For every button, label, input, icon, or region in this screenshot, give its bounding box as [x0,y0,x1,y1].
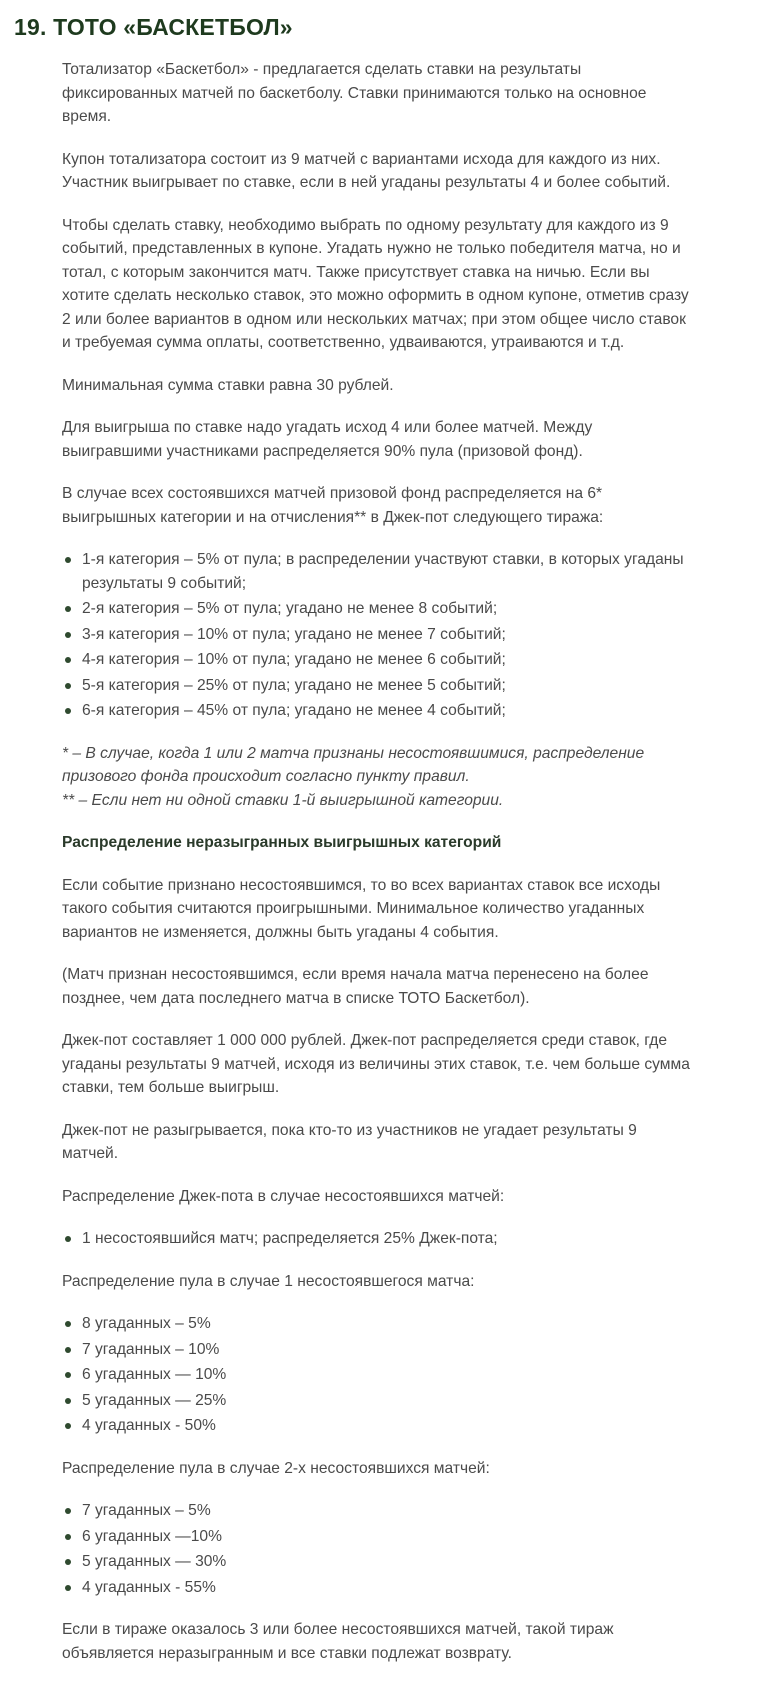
bullet-icon [65,657,71,663]
list-item [62,623,692,647]
rules-content [62,58,692,1684]
list-item-text: 4 угаданных - 50% [82,1417,216,1434]
list-item-text: 6-я категория – 45% от пула; угадано не менее 4 событий; [82,702,506,719]
bullet-icon [65,1398,71,1404]
paragraph-how-to-bet: Чтобы сделать ставку, необходимо выбрать по одному результату для каждого из 9 событий, представленных в купоне. Угадать нужно не только победителя матча, но и тотал, с которым закончится матч. Также присутствует ставка на ничью. Если вы хотите сделать несколько ставок, это можно оформить в одном купоне, отметив сразу 2 или более вариантов в одном или нескольких матчах; при этом общее число ставок и требуемая сумма оплаты, соответственно, удваиваются, утраиваются и т.д. [62,216,689,351]
list-item [62,1227,692,1251]
list-item [62,1389,692,1413]
paragraph-jackpot-distribution: Распределение Джек-пота в случае несостоявшихся матчей: [62,1187,505,1205]
list-item-text: 7 угаданных – 10% [82,1340,220,1358]
pool-1-heading: Распределение пула в случае 1 несостоявшегося матча: [62,1272,475,1290]
bullet-icon [65,683,71,689]
footnote-2: ** – Если нет ни одной ставки 1-й выигрышной категории. [62,791,504,809]
list-item [62,1525,692,1549]
list-item-text: 7 угаданных – 5% [82,1502,211,1519]
list-item [62,1499,692,1523]
bullet-icon [65,1559,71,1565]
footnotes [62,742,692,813]
pool-1-list [62,1312,692,1438]
bullet-icon [65,1585,71,1591]
page-title: 19. ТОТО «БАСКЕТБОЛ» [14,14,293,40]
list-item-text: 1 несостоявшийся матч; распределяется 25% Джек-пота; [82,1230,498,1247]
paragraph-jackpot: Джек-пот составляет 1 000 000 рублей. Джек-пот распределяется среди ставок, где угаданы результаты 9 матчей, исходя из величины этих ставок, т.е. чем больше сумма ставки, тем больше выигрыш. [62,1032,690,1096]
list-item-text: 6 угаданных — 10% [82,1366,227,1383]
paragraph-cancelled-definition: (Матч признан несостоявшимся, если время начала матча перенесено на более позднее, чем дата последнего матча в списке ТОТО Баскетбол). [62,966,649,1007]
bullet-icon [65,1321,71,1327]
paragraph-intro: Тотализатор «Баскетбол» - предлагается сделать ставки на результаты фиксированных матчей по баскетболу. Ставки принимаются только на основное время. [62,61,647,125]
list-item [62,648,692,672]
list-item [62,1338,692,1362]
bullet-icon [65,557,71,563]
list-item-text: 1-я категория – 5% от пула; в распределении участвуют ставки, в которых угаданы результаты 9 событий; [82,551,684,592]
bullet-icon [65,1508,71,1514]
bullet-icon [65,708,71,714]
footnote-1: * – В случае, когда 1 или 2 матча признаны несостоявшимися, распределение призового фонда происходит согласно пункту правил. [62,744,645,785]
paragraph-coupon: Купон тотализатора состоит из 9 матчей с вариантами исхода для каждого из них. Участник выигрывает по ставке, если в ней угаданы результаты 4 и более событий. [62,150,671,191]
bullet-icon [65,1236,71,1242]
pool-2-list [62,1499,692,1599]
paragraph-closing: Если в тираже оказалось 3 или более несостоявшихся матчей, такой тираж объявляется неразыгранным и все ставки подлежат возврату. [62,1621,614,1662]
paragraph-min-bet: Минимальная сумма ставки равна 30 рублей. [62,376,394,394]
category-list [62,548,692,723]
list-item-text: 4 угаданных - 55% [82,1578,216,1596]
bullet-icon [65,606,71,612]
paragraph-jackpot-rollover: Джек-пот не разыгрывается, пока кто-то из участников не угадает результаты 9 матчей. [62,1121,637,1162]
list-item [62,1363,692,1387]
list-item-text: 5 угаданных — 30% [82,1553,227,1570]
bullet-icon [65,1347,71,1353]
list-item [62,548,692,595]
list-item [62,699,692,723]
list-item-text: 5 угаданных — 25% [82,1391,227,1409]
list-item [62,1576,692,1600]
jackpot-list [62,1227,692,1251]
pool-2-heading: Распределение пула в случае 2-х несостоявшихся матчей: [62,1459,490,1477]
bullet-icon [65,1534,71,1540]
list-item-text: 5-я категория – 25% от пула; угадано не менее 5 событий; [82,676,506,694]
list-item [62,674,692,698]
list-item-text: 6 угаданных —10% [82,1527,222,1545]
paragraph-cancelled-event: Если событие признано несостоявшимся, то во всех вариантах ставок все исходы такого события считаются проигрышными. Минимальное количество угаданных вариантов не изменяется, должны быть угаданы 4 события. [62,876,661,941]
list-item [62,1312,692,1336]
list-item [62,597,692,621]
list-item [62,1414,692,1438]
list-item-text: 2-я категория – 5% от пула; угадано не менее 8 событий; [82,600,498,617]
list-item-text: 8 угаданных – 5% [82,1315,211,1332]
paragraph-prize-fund: В случае всех состоявшихся матчей призовой фонд распределяется на 6* выигрышных категории и на отчисления** в Джек-пот следующего тиража: [62,485,604,526]
bullet-icon [65,632,71,638]
section-subheading: Распределение неразыгранных выигрышных категорий [62,834,502,851]
list-item [62,1550,692,1574]
paragraph-winning: Для выигрыша по ставке надо угадать исход 4 или более матчей. Между выигравшими участниками распределяется 90% пула (призовой фонд). [62,419,593,460]
list-item-text: 3-я категория – 10% от пула; угадано не менее 7 событий; [82,625,506,643]
bullet-icon [65,1372,71,1378]
list-item-text: 4-я категория – 10% от пула; угадано не менее 6 событий; [82,651,506,668]
bullet-icon [65,1423,71,1429]
